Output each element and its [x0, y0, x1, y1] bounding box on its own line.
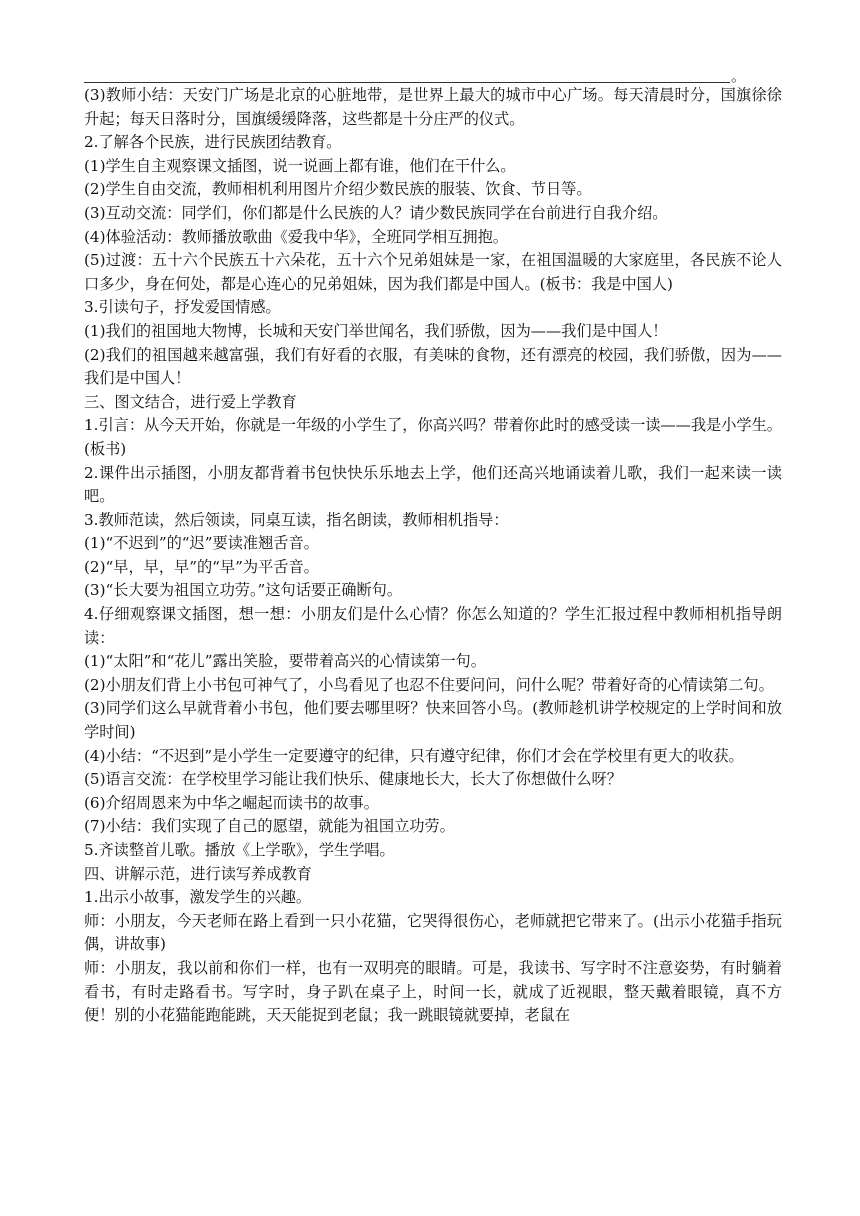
paragraph: 4.仔细观察课文插图，想一想：小朋友们是什么心情？你怎么知道的？学生汇报过程中教师相机指导朗读：	[84, 605, 782, 647]
paragraph: (3)教师小结：天安门广场是北京的心脏地带，是世界上最大的城市中心广场。每天清晨时分，国旗徐徐升起；每天日落时分，国旗缓缓降落，这些都是十分庄严的仪式。	[84, 86, 782, 128]
paragraph: (4)小结：“不迟到”是小学生一定要遵守的纪律，只有遵守纪律，你们才会在学校里有更大的收获。	[84, 746, 744, 765]
paragraph: (1)学生自主观察课文插图，说一说画上都有谁，他们在干什么。	[84, 156, 516, 175]
paragraph: (1)我们的祖国地大物博，长城和天安门举世闻名，我们骄傲，因为——我们是中国人！	[84, 321, 668, 340]
paragraph: (3)“长大要为祖国立功劳。”这句话要正确断句。	[84, 581, 403, 600]
paragraph: (5)过渡：五十六个民族五十六朵花，五十六个兄弟姐妹是一家，在祖国温暖的大家庭里，各民族不论人口多少，身在何处，都是心连心的兄弟姐妹，因为我们都是中国人。(板书：我是中国人)	[84, 251, 782, 293]
section-heading: 四、讲解示范，进行读写养成教育	[84, 864, 312, 883]
paragraph: (2)我们的祖国越来越富强，我们有好看的衣服，有美味的食物，还有漂亮的校园，我们骄傲，因为——我们是中国人！	[84, 345, 782, 388]
paragraph: 1.引言：从今天开始，你就是一年级的小学生了，你高兴吗？带着你此时的感受读一读——我是小学生。(板书)	[84, 416, 782, 458]
paragraph: (3)互动交流：同学们，你们都是什么民族的人？请少数民族同学在台前进行自我介绍。	[84, 203, 668, 222]
paragraph: (5)语言交流：在学校里学习能让我们快乐、健康地长大，长大了你想做什么呀？	[84, 770, 622, 789]
paragraph: (7)小结：我们实现了自己的愿望，就能为祖国立功劳。	[84, 817, 455, 836]
paragraph: 1.出示小故事，激发学生的兴趣。	[84, 888, 312, 907]
paragraph: (2)学生自由交流，教师相机利用图片介绍少数民族的服装、饮食、节日等。	[84, 180, 592, 199]
paragraph: 师：小朋友，今天老师在路上看到一只小花猫，它哭得很伤心，老师就把它带来了。(出示小花猫手指玩偶，讲故事)	[84, 911, 782, 954]
paragraph: (2)小朋友们背上小书包可神气了，小鸟看见了也忍不住要问问，问什么呢？带着好奇的心情读第二句。	[84, 675, 774, 694]
section-heading: 三、图文结合，进行爱上学教育	[84, 392, 297, 411]
paragraph: 2.课件出示插图，小朋友都背着书包快快乐乐地去上学，他们还高兴地诵读着儿歌，我们一起来读一读吧。	[84, 463, 782, 506]
paragraph: (2)“早，早，早”的“早”为平舌音。	[84, 557, 319, 576]
paragraph: 3.教师范读，然后领读，同桌互读，指名朗读，教师相机指导：	[84, 510, 509, 529]
section-heading: 2.了解各个民族，进行民族团结教育。	[84, 133, 342, 152]
paragraph: (3)同学们这么早就背着小书包，他们要去哪里呀？快来回答小鸟。(教师趁机讲学校规定的上学时间和放学时间)	[84, 699, 782, 742]
fill-in-blank-line	[84, 82, 730, 83]
section-heading: 3.引读句子，抒发爱国情感。	[84, 298, 281, 317]
paragraph: (6)介绍周恩来为中华之崛起而读书的故事。	[84, 793, 379, 812]
trailing-period: 。	[731, 67, 747, 85]
paragraph: (1)“不迟到”的“迟”要读准翘舌音。	[84, 534, 319, 553]
document-body	[84, 84, 782, 1028]
paragraph: 师：小朋友，我以前和你们一样，也有一双明亮的眼睛。可是，我读书、写字时不注意姿势，有时躺着看书，有时走路看书。写字时，身子趴在桌子上，时间一长，就成了近视眼，整天戴着眼镜，真不方便！别的小花猫能跑能跳，天天能捉到老鼠；我一跳眼镜就要掉，老鼠在	[84, 958, 782, 1025]
paragraph: (1)“太阳”和“花儿”露出笑脸，要带着高兴的心情读第一句。	[84, 652, 486, 671]
paragraph: (4)体验活动：教师播放歌曲《爱我中华》，全班同学相互拥抱。	[84, 227, 508, 246]
paragraph: 5.齐读整首儿歌。播放《上学歌》，学生学唱。	[84, 841, 395, 859]
